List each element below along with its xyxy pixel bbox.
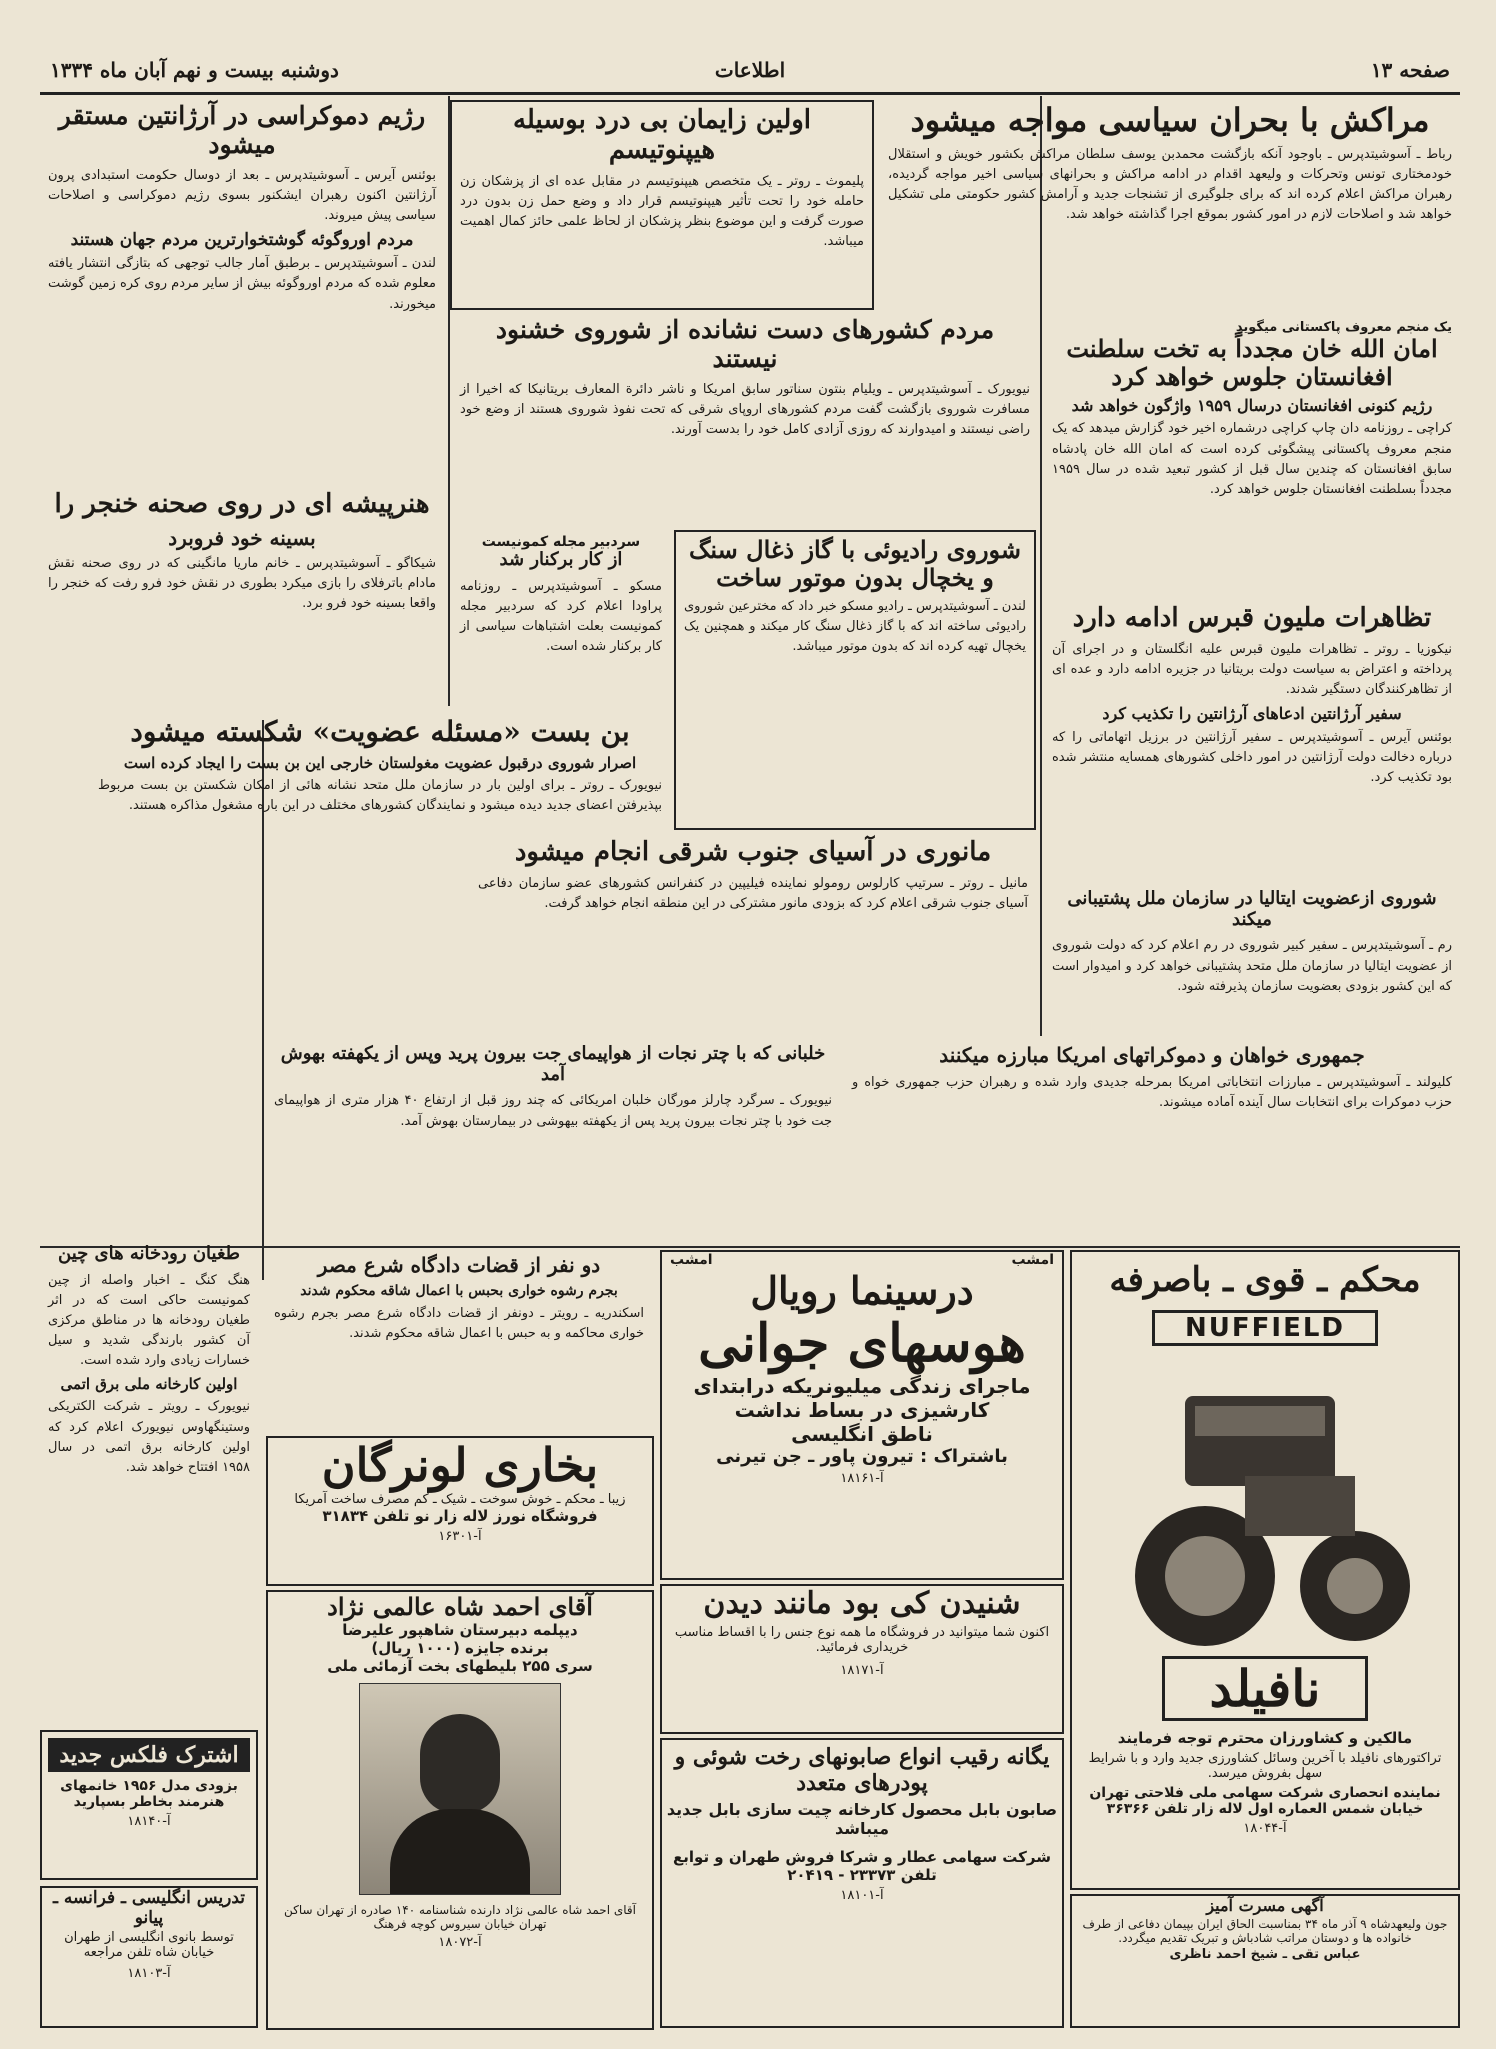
subheadline: اولین کارخانه ملی برق اتمی [60,1375,238,1394]
article-body: لندن ـ آسوشیتدپرس ـ برطبق آمار جالب توجهی که بتازگی انتشار یافته معلوم شده که مردم اوروگوئه بیش از سایر مردم روی کره زمین گوشت میخورند. [48,256,436,312]
article-body: مسکو ـ آسوشیتدپرس ـ روزنامه پراودا اعلام کرد که سردبیر مجله کمونیست بعلت اشتباهات سیاسی از کار برکنار شده است. [460,578,662,655]
film-title: هوسهای جوانی [698,1313,1026,1374]
brand-logo: NUFFIELD [1152,1310,1378,1346]
ad-lottery-winner [266,1590,654,2030]
article-body: نیویورک ـ رویتر ـ شرکت الکتریکی وستینگهاوس نیویورک اعلام کرد که اولین کارخانه برق اتمی در سال ۱۹۵۸ افتتاح خواهد شد. [48,1399,250,1475]
page-number: صفحه ۱۳ [1370,58,1450,82]
film-desc: کارشیزی در بساط نداشت [734,1398,990,1422]
article-morocco [880,98,1460,313]
article-egypt-judges [266,1250,652,1430]
headline: تظاهرات ملیون قبرس ادامه دارد [1072,603,1432,633]
ad-code: آ-۱۸۱۴۰ [127,1814,171,1829]
subheadline: مردم اوروگوئه گوشتخوارترین مردم جهان هستند [70,229,414,250]
ad-body: تراکتورهای نافیلد با آخرین وسائل کشاورزی جدید وارد و با شرایط سهل بفروش میرسد. [1088,1751,1442,1781]
page-header [40,52,1460,95]
ad-code: آ-۱۸۱۰۱ [840,1888,884,1903]
ad-body: اکنون شما میتوانید در فروشگاه ما همه نوع جنس را با اقساط مناسب خریداری فرمائید. [674,1625,1050,1655]
photo-caption: آقای احمد شاه عالمی نژاد دارنده شناسنامه ۱۴۰ صادره از تهران ساکن تهران خیابان سیروس کوچه فرهنگ [284,1903,636,1931]
film-desc: ماجرای زندگی میلیونریکه درابتدای [693,1374,1031,1398]
article-body: نیویورک ـ سرگرد چارلز مورگان خلبان امریکائی که چند روز قبل از ارتفاع ۴۰ هزار متری از هواپیمای جت خود با چتر نجات بیرون پرید پس از یکهفته بیهوشی در بیمارستان بهوش آمد. [274,1093,832,1129]
article-body: بوئنس آیرس ـ آسوشیتدپرس ـ سفیر آرژانتین در برزیل اتهاماتی را که درباره دخالت دولت آرژانتین در امور داخلی کشورهای همسایه منتشر شده بود تکذیب کرد. [1052,729,1452,785]
ad-body: زیبا ـ محکم ـ خوش سوخت ـ شیک ـ کم مصرف ساخت آمریکا [294,1492,626,1507]
ad-headline: آگهی مسرت آمیز [1206,1896,1324,1915]
ad-sub: دیپلمه دبیرستان شاهپور علیرضا [342,1621,578,1639]
ad-cinema [660,1250,1064,1580]
article-cyprus [1044,600,1460,880]
subheadline: بسینه خود فروبرد [168,525,316,550]
headline: شوروی ازعضویت ایتالیا در سازمان ملل پشتیبانی میکند [1067,888,1437,930]
article-italy [1044,885,1460,1035]
article-body: نیویورک ـ روتر ـ برای اولین بار در سازمان ملل متحد نشانه هائی از امکان شکستن بن بست مربوط بپذیرفتن اعضای جدید دیده میشود و نمایندگان کشورهای مختلف در این باره مشغول مذاکره هستند. [98,778,662,814]
article-dagger [40,486,444,706]
ad-sub: برنده جایزه (۱۰۰۰ ریال) [371,1639,549,1657]
cinema-name: درسینما رویال [750,1268,974,1313]
headline: مراکش با بحران سیاسی مواجه میشود [910,101,1430,139]
ad-headline: شنیدن کی بود مانند دیدن [703,1586,1021,1621]
ad-headline: آقای احمد شاه عالمی نژاد [327,1592,593,1621]
product-name: بخاری لونرگان [321,1438,599,1492]
article-body: شیکاگو ـ آسوشیتدپرس ـ خانم ماریا مانگینی که در روی صحنه نقش مادام باترفلای را بازی میکرد بطوری در نقش خود فرو رفت که خنجر را واقعا بسینه خود فرو برد. [48,555,436,612]
article-hypnosis [450,100,874,310]
article-body: نیکوزیا ـ روتر ـ تظاهرات ملیون قبرس علیه انگلستان و در اجرای آن پرداخته و اعتراض به سیاست دولت بریتانیا در جزیره ادامه دارد و عده ای از تظاهرکنندگان دستگیر شدند. [1052,641,1452,698]
shop-info: فروشگاه نورز لاله زار نو تلفن ۳۱۸۳۴ [322,1507,598,1525]
ad-store [660,1584,1064,1734]
article-body: رباط ـ آسوشیتدپرس ـ باوجود آنکه بازگشت محمدبن یوسف سلطان مراکش بکشور خویش و استقلال خودمختاری تونس وتحرکات و ولیعهد اقدام در ادامه مراکش و بحرانهای سیاسی اخیر مواجه گردیده، رهبران مراکش اعلام کرده اند که برای جلوگیری از تشنجات جدید و آرامش کشور حکومتی ملی تشکیل خواهد شد و اصلاحات لازم در امور کشور بموقع اجرا گذاشته خواهد شد. [888,146,1452,223]
headline: دو نفر از قضات دادگاه شرع مصر [317,1253,601,1277]
ad-nuffield [1070,1250,1460,1890]
headline: هنرپیشه ای در روی صحنه خنجر را [54,489,430,519]
film-cast: باشتراک : تیرون پاور ـ جن تیرنی [716,1446,1008,1467]
brand-logo-fa: نافیلد [1162,1656,1368,1721]
ad-celebration [1070,1894,1460,2028]
ad-heater [266,1436,654,1586]
article-body: هنگ کنگ ـ اخبار واصله از چین کمونیست حاکی است که در اثر طغیان رودخانه ها در مناطق مرکزی آن کشور بارندگی شدید و سیل خسارات زیادی وارد شده است. [48,1272,250,1369]
headline: طغیان رودخانه های چین [58,1243,240,1264]
ad-code: آ-۱۸۰۴۴ [1243,1821,1287,1836]
ad-headline: اشترک فلکس جدید [48,1738,250,1772]
article-body: اسکندریه ـ رویتر ـ دونفر از قضات دادگاه شرع مصر بجرم رشوه خواری محاکمه و به حبس با اعمال شاقه محکوم شدند. [274,1305,644,1341]
ad-soap [660,1738,1064,2028]
article-democracy [40,98,444,508]
article-china-floods [40,1240,258,1720]
headline: اولین زایمان بی درد بوسیله هیپنوتیسم [512,105,812,165]
ad-headline: تدریس انگلیسی ـ فرانسه ـ پیانو [52,1888,246,1928]
headline: امان الله خان مجدداً به تخت سلطنت افغانستان جلوس خواهد کرد [1066,334,1438,391]
ad-sub: صابون بابل محصول کارخانه چیت سازی بابل جدید میباشد [666,1800,1058,1838]
headline: جمهوری خواهان و دموکراتهای امریکا مبارزه میکنند [939,1043,1365,1067]
article-body: مانیل ـ روتر ـ سرتیپ کارلوس رومولو نماینده فیلیپین در کنفرانس کشورهای عضو سازمان دفاعی آسیای جنوب شرقی اعلام کرد که بزودی مانور مشترکی در این منطقه انجام خواهد گرفت. [478,875,1028,912]
subheadline: رژیم کنونی افغانستان درسال ۱۹۵۹ واژگون خواهد شد [1071,396,1433,416]
kicker: سردبیر مجله کمونیست [481,534,641,550]
headline: خلبانی که با چتر نجات از هواپیمای جت بیرون پرید وپس از یکهفته بهوش آمد [280,1043,826,1085]
article-body: بوئنس آیرس ـ آسوشیتدپرس ـ بعد از دوسال حکومت استبدادی پرون آرژانتین اکنون رهبران ایشکنور بسوی رژیم دموکراسی و اصلاحات سیاسی پیش میروند. [48,167,436,223]
portrait-photo [359,1683,561,1895]
article-pilot [266,1040,840,1240]
paper-name: اطلاعات [714,58,786,82]
headline: مانوری در آسیای جنوب شرقی انجام میشود [514,837,992,867]
subheadline: سفیر آرژانتین ادعاهای آرژانتین را تکذیب کرد [1102,704,1402,724]
article-body: کلیولند ـ آسوشیتدپرس ـ مبارزات انتخاباتی امریکا بمرحله جدیدی وارد شده و رهبران حزب جمهوری خواه و حزب دموکرات برای انتخابات سال آینده آماده میشوند. [852,1075,1452,1111]
subheadline: بجرم رشوه خواری بحبس با اعمال شاقه محکوم شدند [300,1283,618,1299]
headline: رژیم دموکراسی در آرژانتین مستقر میشود [58,101,426,159]
headline: از کار برکنار شد [499,549,623,570]
article-editor-dismissed [452,530,670,710]
article-afghanistan [1044,316,1460,596]
ad-headline: محکم ـ قوی ـ باصرفه [1109,1260,1421,1300]
ad-agent: نماینده انحصاری شرکت سهامی ملی فلاحتی تهران [1089,1785,1441,1801]
article-radio [674,530,1036,830]
ad-sub: سری ۲۵۵ بلیطهای بخت آزمائی ملی [327,1657,593,1675]
tonight-label: امشب [670,1252,713,1268]
company-name: شرکت سهامی عطار و شرکا فروش طهران و توابع [673,1848,1051,1866]
company-phone: تلفن ۲۳۳۷۳ - ۲۰۴۱۹ [787,1866,937,1884]
article-body: پلیموث ـ روتر ـ یک متخصص هیپنوتیسم در مقابل عده ای از پزشکان زن حامله خود را تحت تأثیر هیپنوتیسم قرار داد و وضع حمل زن بدون درد صورت گرفت و این موضوع بنظر پزشکان از لحاظ علمی حائز کمال اهمیت میباشد. [460,173,864,250]
headline: مردم کشورهای دست نشانده از شوروی خشنود نیستند [495,315,995,373]
ad-code: آ-۱۸۱۶۱ [840,1471,884,1486]
article-body: لندن ـ آسوشیتدپرس ـ رادیو مسکو خبر داد که مخترعین شوروی رادیوئی ساخته اند که با گاز ذغال سنگ کار میکند و همچنین یک یخچال تهیه کرده اند که بدون موتور میباشد. [684,599,1026,655]
article-body: رم ـ آسوشیتدپرس ـ سفیر کبیر شوروی در رم اعلام کرد که دولت شوروی از عضویت ایتالیا در سازمان ملل متحد پشتیبانی خواهد کرد و امیدوار است که این کشور بزودی بعضویت سازمان پذیرفته شود. [1052,938,1452,994]
headline: بن بست «مسئله عضویت» شکسته میشود [130,715,630,748]
ad-headline: یگانه رقیب انواع صابونهای رخت شوئی و پودرهای متعدد [674,1744,1050,1796]
article-soviet-satellites [452,312,1038,527]
article-body: کراچی ـ روزنامه دان چاپ کراچی درشماره اخیر خود گزارش میدهد که یک منجم معروف پاکستانی پیشگوئی کرده است که امان الله خان پادشاه سابق افغانستان که چندین سال قبل از کشور تبعید شده در سال ۱۹۵۹ مجدداً بسلطنت افغانستان جلوس خواهد کرد. [1052,421,1452,497]
ad-tagline: مالکین و کشاورزان محترم توجه فرمایند [1117,1729,1413,1747]
subheadline: اصرار شوروی درقبول عضویت مغولستان خارجی این بن بست را ایجاد کرده است [123,754,637,773]
ad-code: آ-۱۸۱۷۱ [840,1663,884,1678]
article-us-politics [844,1040,1460,1240]
kicker: یک منجم معروف پاکستانی میگوید [1235,320,1452,335]
ad-address: خیابان شمس العماره اول لاله زار تلفن ۳۶۳۶۶ [1106,1801,1424,1817]
ad-signer: عباس تقی ـ شیخ احمد ناظری [1169,1947,1361,1962]
tractor-icon [1095,1356,1435,1656]
ad-body: توسط بانوی انگلیسی از طهران خیابان شاه تلفن مراجعه [64,1930,234,1960]
tonight-label: امشب [1011,1252,1054,1268]
issue-date: دوشنبه بیست و نهم آبان ماه ۱۳۳۴ [50,58,339,82]
article-maneuver [470,834,1036,1034]
ad-code: آ-۱۸۱۰۳ [127,1966,171,1981]
ad-flex [40,1730,258,1880]
article-body: نیویورک ـ آسوشیتدپرس ـ ویلیام بنتون سناتور سابق امریکا و ناشر دائرة المعارف بریتانیکا که اخیرا از مسافرت شوروی بازگشت گفت مردم کشورهای اروپای شرقی که تحت نفوذ شوروی هستند از وضع خود راضی نیستند و امیدوارند که روزی آزادی کامل خود را بدست آورند. [460,381,1030,437]
film-language: ناطق انگلیسی [791,1422,933,1446]
ad-body: جون ولیعهدشاه ۹ آذر ماه ۳۴ بمناسبت الحاق ایران بپیمان دفاعی از طرف خانواده ها و دوستان مراتب شادباش و تبریک تقدیم میگردد. [1082,1917,1448,1945]
ad-code: آ-۱۸۰۷۲ [438,1935,482,1950]
ad-code: آ-۱۶۳۰۱ [438,1529,482,1544]
headline: شوروی رادیوئی با گاز ذغال سنگ و یخچال بدون موتور ساخت [688,535,1022,592]
ad-teaching [40,1886,258,2028]
ad-body: بزودی مدل ۱۹۵۶ خانمهای هنرمند بخاطر بسپارید [60,1778,238,1810]
